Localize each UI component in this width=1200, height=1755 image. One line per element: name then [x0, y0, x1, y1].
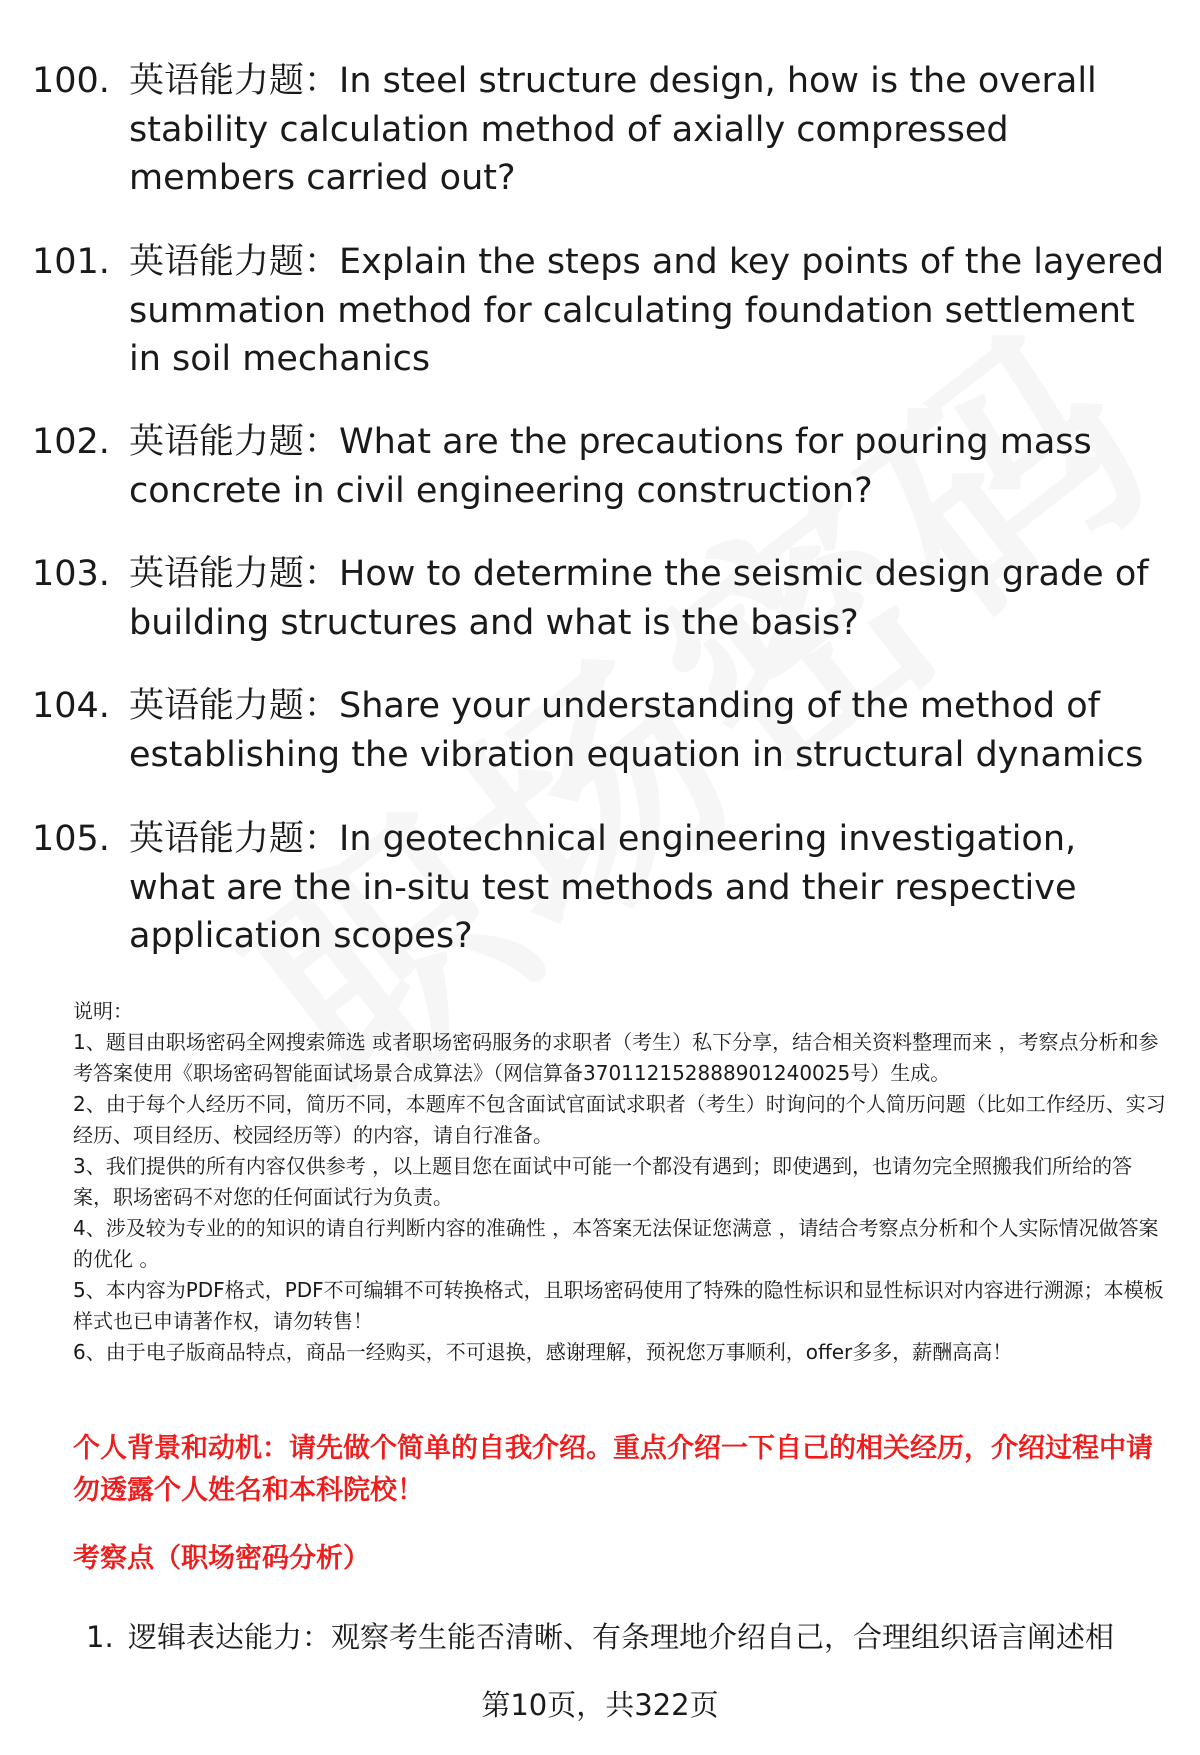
note-item: 6、由于电子版商品特点，商品一经购买，不可退换，感谢理解，预祝您万事顺利，offer多多，薪酬高高！: [73, 1340, 1013, 1364]
question-item: [32, 815, 1172, 961]
note-item: 4、涉及较为专业的的知识的请自行判断内容的准确性 ，本答案无法保证您满意 ，请结合考察点分析和个人实际情况做答案的优化 。: [73, 1216, 1159, 1271]
question-number: 104.: [32, 686, 110, 726]
question-item: [32, 550, 1172, 647]
question-item: [32, 682, 1172, 779]
note-item: 1、题目由职场密码全网搜索筛选 或者职场密码服务的求职者（考生）私下分享，结合相关资料整理而来 ，考察点分析和参考答案使用《职场密码智能面试场景合成算法》（网信算备370112152888901240025号）生成。: [73, 1030, 1159, 1085]
note-item: 3、我们提供的所有内容仅供参考 ，以上题目您在面试中可能一个都没有遇到；即使遇到，也请勿完全照搬我们所给的答案，职场密码不对您的任何面试行为负责。: [73, 1154, 1133, 1209]
note-item: 2、由于每个人经历不同，简历不同，本题库不包含面试官面试求职者（考生）时询问的个人简历问题（比如工作经历、实习经历、项目经历、校园经历等）的内容，请自行准备。: [73, 1092, 1166, 1147]
analysis-point-number: 1.: [86, 1620, 114, 1654]
question-number: 101.: [32, 242, 110, 282]
question-text: 英语能力题：In geotechnical engineering investigation, what are the in-situ test methods and their respective application scopes?: [129, 819, 1077, 956]
question-text: 英语能力题：What are the precautions for pouring mass concrete in civil engineering construction?: [129, 422, 1092, 511]
question-number: 100.: [32, 61, 110, 101]
analysis-heading: 考察点（职场密码分析）: [73, 1543, 370, 1574]
question-item: [32, 418, 1172, 515]
page-footer: 第10页，共322页: [481, 1688, 719, 1722]
question-text: 英语能力题：Share your understanding of the method of establishing the vibration equation in structural dynamics: [129, 686, 1144, 775]
question-text: 英语能力题：In steel structure design, how is the overall stability calculation method of axially compressed members carried out?: [129, 61, 1097, 198]
analysis-point-text: 逻辑表达能力：观察考生能否清晰、有条理地介绍自己，合理组织语言阐述相: [128, 1620, 1115, 1654]
question-number: 103.: [32, 554, 110, 594]
analysis-point: [86, 1616, 1186, 1658]
question-item: [32, 57, 1172, 203]
question-text: 英语能力题：How to determine the seismic design grade of building structures and what is the basis?: [129, 554, 1149, 643]
background-question: 个人背景和动机：请先做个简单的自我介绍。重点介绍一下自己的相关经历，介绍过程中请勿透露个人姓名和本科院校！: [73, 1433, 1153, 1506]
notes-section: [73, 996, 1168, 1368]
question-number: 102.: [32, 422, 110, 462]
question-text: 英语能力题：Explain the steps and key points of the layered summation method for calculating foundation settlement in soil mechanics: [129, 242, 1165, 379]
question-number: 105.: [32, 819, 110, 859]
notes-title: 说明：: [73, 999, 133, 1023]
note-item: 5、本内容为PDF格式，PDF不可编辑不可转换格式，且职场密码使用了特殊的隐性标识和显性标识对内容进行溯源；本模板样式也已申请著作权，请勿转售！: [73, 1278, 1164, 1333]
question-item: [32, 238, 1172, 384]
